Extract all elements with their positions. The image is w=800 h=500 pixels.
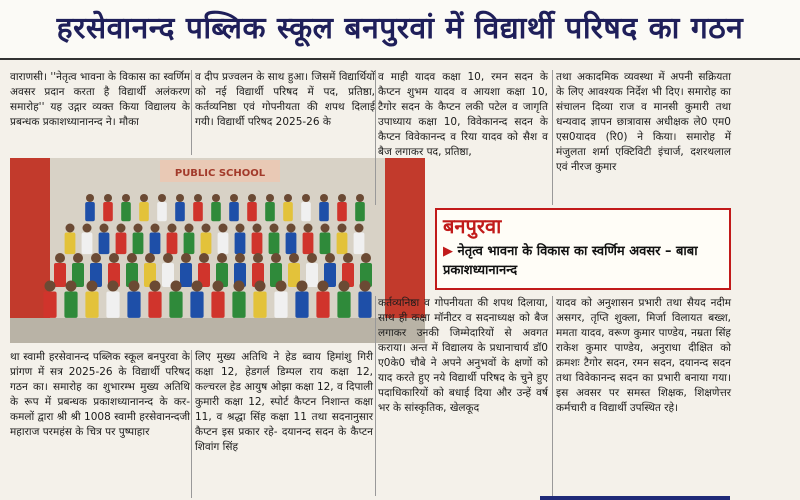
person-figure <box>306 253 318 287</box>
person-figure <box>301 194 311 221</box>
article-column-6 <box>195 350 373 500</box>
column-text: यादव को अनुशासन प्रभारी तथा सैयद नदीम असगर, तृप्ति शुक्ला, मिर्जा विलायत बख्श, ममता यादव, वरूण कुमार पाण्डेय, नम्रता सिंह राकेश कुमार पाण्डेय, अनुराधा दीक्षित को क्रमशः टैगोर सदन, रमन सदन, दयानन्द सदन तथा विवेकानन्द सदन का प्रभारी बनाया गया। इस अवसर पर समस्त शिक्षक, शिक्षणेत्तर कर्मचारी व विद्यार्थी उपस्थित रहे। <box>556 297 731 414</box>
person-figure <box>283 194 293 221</box>
person-figure <box>150 224 161 255</box>
person-figure <box>320 224 331 255</box>
person-figure <box>274 281 287 318</box>
column-text: लिए मुख्य अतिथि ने हेड ब्वाय हिमांशु गिरी कक्षा 12, हेडगर्ल डिम्पल राय कक्षा 12, कल्चरल हेड आयुष ओझा कक्षा 12, व दिपाली कुमारी कक्षा 12, स्पोर्ट कैप्टन निशान्त कक्षा 11, व श्रद्धा सिंह कक्षा 11 तथा सदनानुसार कैप्टन इस प्रकार रहे- दयानन्द सदन के कैप्टन शिवांग सिंह <box>195 351 373 453</box>
person-figure <box>235 224 246 255</box>
column-divider <box>552 70 553 205</box>
person-figure <box>337 224 348 255</box>
person-figure <box>355 194 365 221</box>
article-column-8 <box>556 296 731 496</box>
person-figure <box>201 224 212 255</box>
highlight-text: नेतृत्व भावना के विकास का स्वर्णिम अवसर – बाबा प्रकाशध्यानानन्द <box>443 244 698 278</box>
person-figure <box>148 281 161 318</box>
highlight-box <box>435 208 731 290</box>
person-figure <box>85 281 98 318</box>
person-figure <box>295 281 308 318</box>
person-figure <box>211 281 224 318</box>
column-text: तथा अकादमिक व्यवस्था में अपनी सक्रियता के लिए आवश्यक निर्देश भी दिए। समारोह का संचालन दिव्या राज व मानसी कुमारी तथा धन्यवाद ज्ञापन छात्रावास अधीक्षक ले0 एम0 एस0यादव (रि0) ने किया। समारोह में मंजुलता शर्मा एक्टिविटी इंचार्ज, दशरथलाल एवं नीरज कुमार <box>556 71 731 173</box>
person-figure <box>232 281 245 318</box>
article-column-7 <box>378 296 548 496</box>
person-figure <box>265 194 275 221</box>
person-figure <box>319 194 329 221</box>
person-figure <box>85 194 95 221</box>
column-text: व माही यादव कक्षा 10, रमन सदन के कैप्टन शुभम यादव व आयशा कक्षा 10, टैगोर सदन के कैप्टन लकी पटेल व जागृति उपाध्याय कक्षा 10, विवेकानन्द सदन के कैप्टन विवेकानन्द व रिया यादव को सैश व बैज लगाकर पद, प्रतिष्ठा, <box>378 71 548 158</box>
article-column-5 <box>10 350 190 500</box>
person-figure <box>139 194 149 221</box>
person-figure <box>99 224 110 255</box>
group-photo <box>10 158 425 343</box>
person-figure <box>218 224 229 255</box>
group-photo-illustration <box>10 158 425 343</box>
headline: हरसेवानन्द पब्लिक स्कूल बनपुरवां में विद्यार्थी परिषद का गठन <box>56 11 744 46</box>
person-figure <box>133 224 144 255</box>
person-figure <box>269 224 280 255</box>
person-figure <box>162 253 174 287</box>
person-figure <box>229 194 239 221</box>
person-figure <box>288 253 300 287</box>
column-divider <box>375 70 376 205</box>
person-figure <box>169 281 182 318</box>
banner-text: PUBLIC SCHOOL <box>174 168 266 179</box>
arrow-icon: ▶ <box>443 244 453 259</box>
person-figure <box>65 224 76 255</box>
person-figure <box>337 194 347 221</box>
column-text: कर्तव्यनिष्ठा व गोपनीयता की शपथ दिलाया, साथ ही कक्षा मॉनीटर व सदनाध्यक्ष को बैज लगाकर उनकी जिम्मेदारियों से अवगत कराया। अन्त में विद्यालय के प्रधानाचार्य डॉ0 ए0के0 चौबे ने अपने अनुभवों के क्षणों को याद करते हुए नये विद्यार्थी परिषद के चुने हुए पदाधिकारियों को बधाई दिया और उन्हें वर्ष भर के सांस्कृतिक, खेलकूद <box>378 297 548 414</box>
person-figure <box>354 224 365 255</box>
person-figure <box>82 224 93 255</box>
person-figure <box>103 194 113 221</box>
person-figure <box>64 281 77 318</box>
person-figure <box>116 224 127 255</box>
person-figure <box>286 224 297 255</box>
person-figure <box>247 194 257 221</box>
person-figure <box>337 281 350 318</box>
person-figure <box>121 194 131 221</box>
person-figure <box>54 253 66 287</box>
person-figure <box>175 194 185 221</box>
column-divider <box>375 296 376 496</box>
person-figure <box>358 281 371 318</box>
location-label: बनपुरवा <box>443 214 502 238</box>
article-column-1 <box>10 70 190 155</box>
column-text: था स्वामी हरसेवानन्द पब्लिक स्कूल बनपुरवा के प्रांगण में सत्र 2025-26 के विद्यार्थी परिषद गठन का। समारोह का शुभारम्भ मुख्य अतिथि के रूप में प्रबन्धक प्रकाशध्यानानन्द के कर-कमलों द्वारा श्री श्री 1008 स्वामी हरसेवानन्दजी महाराज परमहंस के चित्र पर पुष्पाहार <box>10 351 190 438</box>
column-text: वाराणसी। ''नेतृत्व भावना के विकास का स्वर्णिम अवसर प्रदान करता है विद्यार्थी अलंकरण समारोह'' यह उद्गार व्यक्त किया विद्यालय के प्रबन्धक प्रकाशध्यानानन्द ने। मौका <box>10 71 190 128</box>
person-figure <box>157 194 167 221</box>
person-figure <box>316 281 329 318</box>
column-divider <box>191 350 192 498</box>
person-figure <box>167 224 178 255</box>
bottom-bar <box>540 496 730 500</box>
person-figure <box>190 281 203 318</box>
column-divider <box>552 296 553 496</box>
headline-band <box>0 0 800 60</box>
person-figure <box>211 194 221 221</box>
person-figure <box>252 224 263 255</box>
person-figure <box>127 281 140 318</box>
person-figure <box>303 224 314 255</box>
article-column-4 <box>556 70 731 205</box>
column-text: व दीप प्रज्वलन के साथ हुआ। जिसमें विद्यार्थियों को नई विद्यार्थी परिषद में पद, प्रतिष्ठा, कर्तव्यनिष्ठा एवं गोपनीयता की शपथ दिलाई गयी। विद्यार्थी परिषद 2025-26 के <box>195 71 375 128</box>
person-figure <box>184 224 195 255</box>
column-divider <box>191 70 192 155</box>
highlight-subheading <box>443 242 723 280</box>
article-column-2 <box>195 70 375 155</box>
person-figure <box>106 281 119 318</box>
person-figure <box>43 281 56 318</box>
person-figure <box>180 253 192 287</box>
person-figure <box>193 194 203 221</box>
person-figure <box>253 281 266 318</box>
